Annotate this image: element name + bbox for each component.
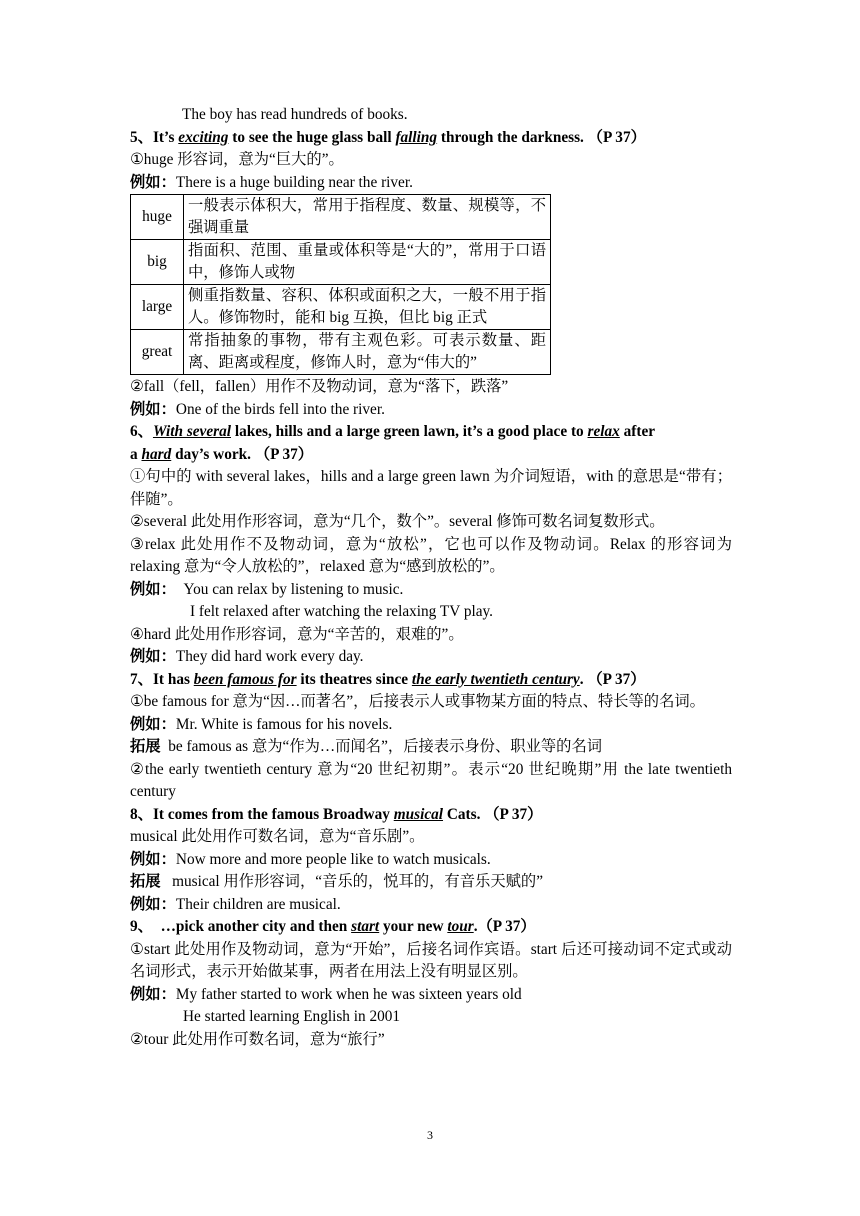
note: ①huge 形容词，意为“巨大的”。: [130, 151, 344, 168]
keyword: With several: [152, 423, 231, 440]
example-line: 例如：Their children are musical.: [130, 895, 341, 913]
section-6-heading: 6、With several lakes, hills and a large green lawn, it’s a good place to relax after: [130, 423, 656, 440]
description-cell: 指面积、范围、重量或体积等是“大的”，常用于口语中，修饰人或物: [184, 240, 551, 285]
keyword: tour: [447, 918, 474, 935]
example-label: 例如：: [130, 985, 176, 1003]
extension-label: 拓展: [130, 738, 161, 755]
example-line: 例如：My father started to work when he was sixteen years old: [130, 985, 522, 1003]
note: ③relax 此处用作不及物动词，意为“放松”，它也可以作及物动词。Relax 的形容词为 relaxing 意为“令人放松的”，relaxed 意为“感到放松的”。: [130, 535, 732, 575]
description-cell: 常指抽象的事物，带有主观色彩。可表示数量、距离、距离或程度，修饰人时，意为“伟大的”: [184, 330, 551, 375]
example-label: 例如：: [130, 895, 176, 913]
page-number: 3: [427, 1128, 433, 1142]
word-cell: huge: [131, 195, 184, 240]
example-line: 例如：Mr. White is famous for his novels.: [130, 715, 393, 733]
note: ②several 此处用作形容词，意为“几个，数个”。several 修饰可数名词复数形式。: [130, 513, 665, 530]
note: ①start 此处用作及物动词，意为“开始”，后接名词作宾语。start 后还可接动词不定式或动名词形式，表示开始做某事，两者在用法上没有明显区别。: [130, 940, 732, 980]
example-label: 例如：: [130, 715, 176, 733]
table-row: [131, 285, 551, 330]
example-sentence: The boy has read hundreds of books.: [182, 106, 408, 123]
example-line: 例如：Now more and more people like to watch musicals.: [130, 850, 491, 868]
section-6-heading-cont: a hard day’s work. （P 37）: [130, 445, 314, 463]
word-cell: large: [131, 285, 184, 330]
example-label: 例如：: [130, 648, 176, 665]
example-line: 例如：They did hard work every day.: [130, 648, 364, 665]
word-cell: great: [131, 330, 184, 375]
extension-line: 拓展 be famous as 意为“作为…而闻名”，后接表示身份、职业等的名词: [130, 738, 603, 755]
extension-label: 拓展: [130, 873, 161, 890]
example-label: 例如：: [130, 173, 176, 191]
document-body: [130, 104, 732, 1051]
keyword: musical: [393, 805, 444, 823]
example-label: 例如：: [130, 580, 176, 598]
note: ①be famous for 意为“因…而著名”，后接表示人或事物某方面的特点、特长等的名词。: [130, 693, 705, 710]
example-label: 例如：: [130, 850, 176, 868]
note: ②tour 此处用作可数名词，意为“旅行”: [130, 1030, 385, 1048]
table-row: [131, 195, 551, 240]
section-8-heading: 8、It comes from the famous Broadway musical Cats. （P 37）: [130, 805, 543, 823]
word-cell: big: [131, 240, 184, 285]
table-row: [131, 330, 551, 375]
section-5-heading: 5、It’s exciting to see the huge glass ball falling through the darkness. （P 37）: [130, 128, 646, 146]
note: ②the early twentieth century 意为“20 世纪初期”。表示“20 世纪晚期”用 the late twentieth century: [130, 760, 732, 800]
note: musical 此处用作可数名词，意为“音乐剧”。: [130, 828, 425, 845]
keyword: falling: [395, 128, 438, 146]
description-cell: 侧重指数量、容积、体积或面积之大，一般不用于指人。修饰物时，能和 big 互换，但比 big 正式: [184, 285, 551, 330]
note: ①句中的 with several lakes，hills and a large green lawn 为介词短语，with 的意思是“带有；伴随”。: [130, 468, 732, 508]
example-sentence: He started learning English in 2001: [183, 1008, 401, 1025]
example-line: 例如： You can relax by listening to music.: [130, 580, 404, 598]
extension-line: 拓展 musical 用作形容词，“音乐的，悦耳的，有音乐天赋的”: [130, 873, 544, 890]
keyword: hard: [141, 445, 172, 463]
table-row: [131, 240, 551, 285]
example-label: 例如：: [130, 400, 176, 418]
keyword: the early twentieth century: [411, 670, 580, 688]
keyword: relax: [587, 423, 620, 440]
keyword: start: [351, 918, 380, 935]
section-7-heading: 7、It has been famous for its theatres since the early twentieth century. （P 37）: [130, 670, 646, 688]
keyword: exciting: [178, 128, 229, 146]
example-sentence: I felt relaxed after watching the relaxing TV play.: [190, 603, 493, 620]
synonym-comparison-table: [130, 194, 551, 375]
description-cell: 一般表示体积大，常用于指程度、数量、规模等，不强调重量: [184, 195, 551, 240]
example-line: 例如：There is a huge building near the river.: [130, 173, 413, 191]
section-9-heading: 9、 …pick another city and then start your new tour.（P 37）: [130, 918, 536, 935]
keyword: been famous for: [193, 670, 297, 688]
note: ④hard 此处用作形容词，意为“辛苦的，艰难的”。: [130, 625, 464, 643]
note: ②fall（fell，fallen）用作不及物动词，意为“落下，跌落”: [130, 378, 509, 395]
example-line: 例如：One of the birds fell into the river.: [130, 400, 385, 418]
